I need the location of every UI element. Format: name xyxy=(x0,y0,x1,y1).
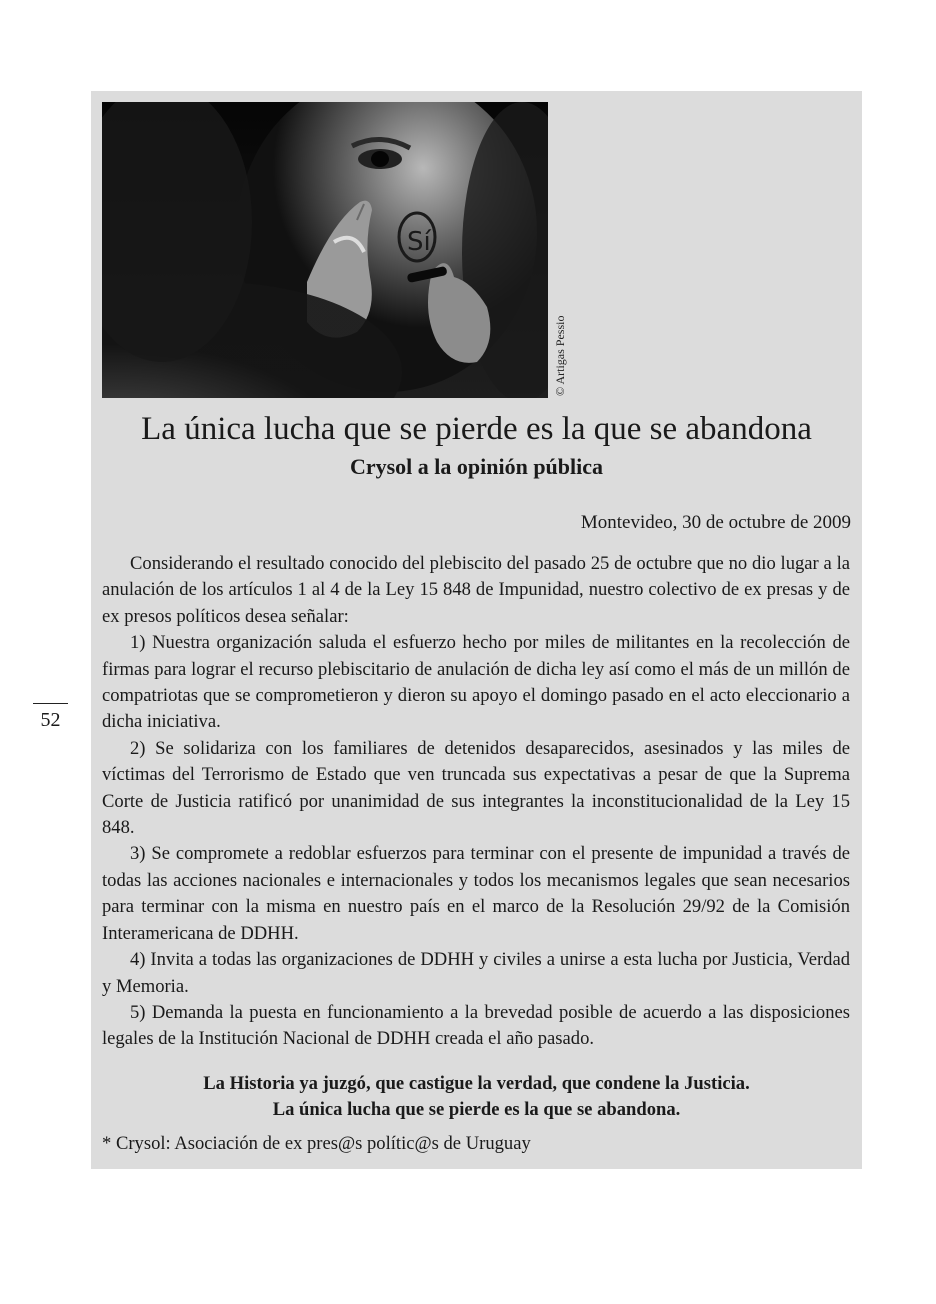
page-number: 52 xyxy=(40,709,61,731)
paragraph-point-5: 5) Demanda la puesta en funcionamiento a la brevedad posible de acuerdo a las disposiciones legales de la Institución Nacional de DDHH creada el año pasado. xyxy=(102,1001,850,1050)
paragraph-intro: Considerando el resultado conocido del plebiscito del pasado 25 de octubre que no dio lugar a la anulación de los artículos 1 al 4 de la Ley 15 848 de Impunidad, nuestro colectivo de ex presas y de ex presos políticos desea señalar: xyxy=(102,553,850,627)
closing-line-2: La única lucha que se pierde es la que se abandona. xyxy=(272,1099,681,1120)
photo-marking: Sí xyxy=(407,227,431,257)
paragraph-point-4: 4) Invita a todas las organizaciones de DDHH y civiles a unirse a esta lucha por Justicia, Verdad y Memoria. xyxy=(102,949,850,997)
article-dateline: Montevideo, 30 de octubre de 2009 xyxy=(580,512,851,533)
closing-statement xyxy=(91,1071,862,1123)
article-photo xyxy=(102,102,548,398)
article-subtitle: Crysol a la opinión pública xyxy=(349,454,604,479)
article-title: La única lucha que se pierde es la que se abandona xyxy=(141,411,812,447)
article-body xyxy=(102,551,850,1053)
paragraph-point-3: 3) Se compromete a redoblar esfuerzos para terminar con el presente de impunidad a través de todas las acciones nacionales e internacionales y todos los mecanismos legales que sean necesarios para terminar con la misma en nuestro país en el marco de la Resolución 29/92 de la Comisión Interamericana de DDHH. xyxy=(102,843,850,944)
paragraph-point-2: 2) Se solidariza con los familiares de detenidos desaparecidos, asesinados y las miles de víctimas del Terrorismo de Estado que ven truncada sus expectativas a pesar de que la Suprema Corte de Justicia ratificó por unanimidad de sus integrantes la inconstitucionalidad de la Ley 15 848. xyxy=(102,737,850,839)
footnote: * Crysol: Asociación de ex pres@s polític@s de Uruguay xyxy=(102,1133,531,1154)
photo-credit: © Artigas Pessio xyxy=(553,315,567,396)
closing-line-1: La Historia ya juzgó, que castigue la verdad, que condene la Justicia. xyxy=(203,1073,750,1094)
page-number-rule xyxy=(33,703,68,704)
photo-face-marked-si-icon xyxy=(102,102,548,398)
paragraph-point-1: 1) Nuestra organización saluda el esfuerzo hecho por miles de militantes en la recolección de firmas para lograr el recurso plebiscitario de anulación de dicha ley así como el más de un millón de compatriotas que se comprometieron y dieron su apoyo el domingo pasado en el acto eleccionario a dicha iniciativa. xyxy=(102,632,850,733)
article-panel xyxy=(91,91,862,1169)
